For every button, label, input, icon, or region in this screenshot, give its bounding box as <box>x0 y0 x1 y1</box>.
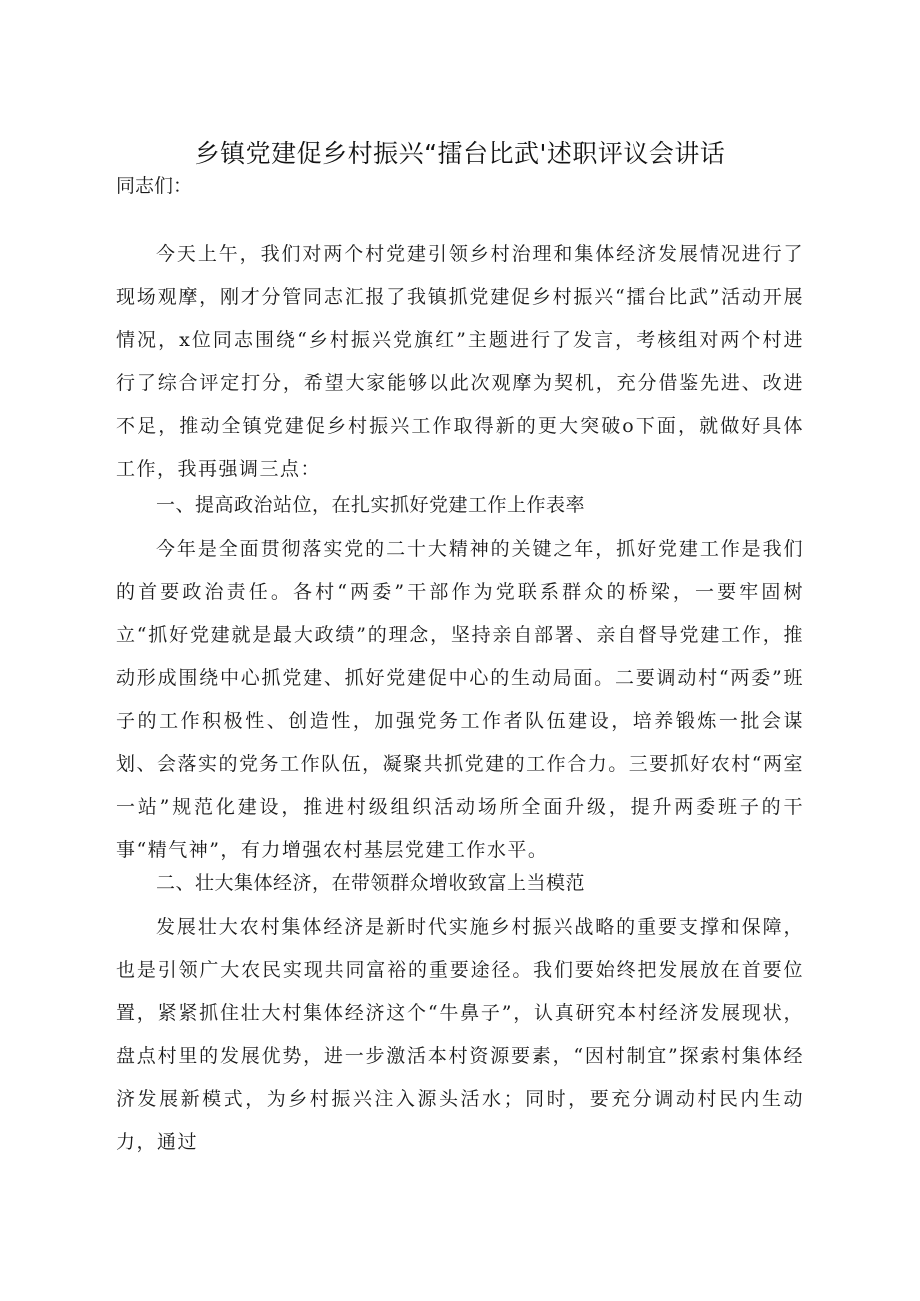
section-heading-1: 一、提高政治站位，在扎实抓好党建工作上作表率 <box>156 494 586 516</box>
paragraph-intro: 今天上午，我们对两个村党建引领乡村治理和集体经济发展情况进行了现场观摩，刚才分管同志汇报了我镇抓党建促乡村振兴“擂台比武”活动开展情况，x位同志围绕“乡村振兴党旗红”主题进行了发言，考核组对两个村进行了综合评定打分，希望大家能够以此次观摩为契机，充分借鉴先进、改进不足，推动全镇党建促乡村振兴工作取得新的更大突破o下面，就做好具体工作，我再强调三点： <box>116 243 804 480</box>
document-title: 乡镇党建促乡村振兴“擂台比武'述职评议会讲话 <box>194 139 726 168</box>
paragraph-section-2: 发展壮大农村集体经济是新时代实施乡村振兴战略的重要支撑和保障，也是引领广大农民实现共同富裕的重要途径。我们要始终把发展放在首要位置，紧紧抓住壮大村集体经济这个“牛鼻子”，认真研究本村经济发展现状，盘点村里的发展优势，进一步激活本村资源要素，“因村制宜”探索村集体经济发展新模式，为乡村振兴注入源头活水；同时，要充分调动村民内生动力，通过 <box>116 916 804 1153</box>
section-heading-2: 二、壮大集体经济，在带领群众增收致富上当模范 <box>156 872 586 894</box>
paragraph-section-1: 今年是全面贯彻落实党的二十大精神的关键之年，抓好党建工作是我们的首要政治责任。各村“两委”干部作为党联系群众的桥梁，一要牢固树立“抓好党建就是最大政绩”的理念，坚持亲自部署、亲自督导党建工作，推动形成围绕中心抓党建、抓好党建促中心的生动局面。二要调动村“两委”班子的工作积极性、创造性，加强党务工作者队伍建设，培养锻炼一批会谋划、会落实的党务工作队伍，凝聚共抓党建的工作合力。三要抓好农村“两室一站”规范化建设，推进村级组织活动场所全面升级，提升两委班子的干事“精气神”，有力增强农村基层党建工作水平。 <box>116 538 804 861</box>
greeting: 同志们： <box>116 175 193 197</box>
